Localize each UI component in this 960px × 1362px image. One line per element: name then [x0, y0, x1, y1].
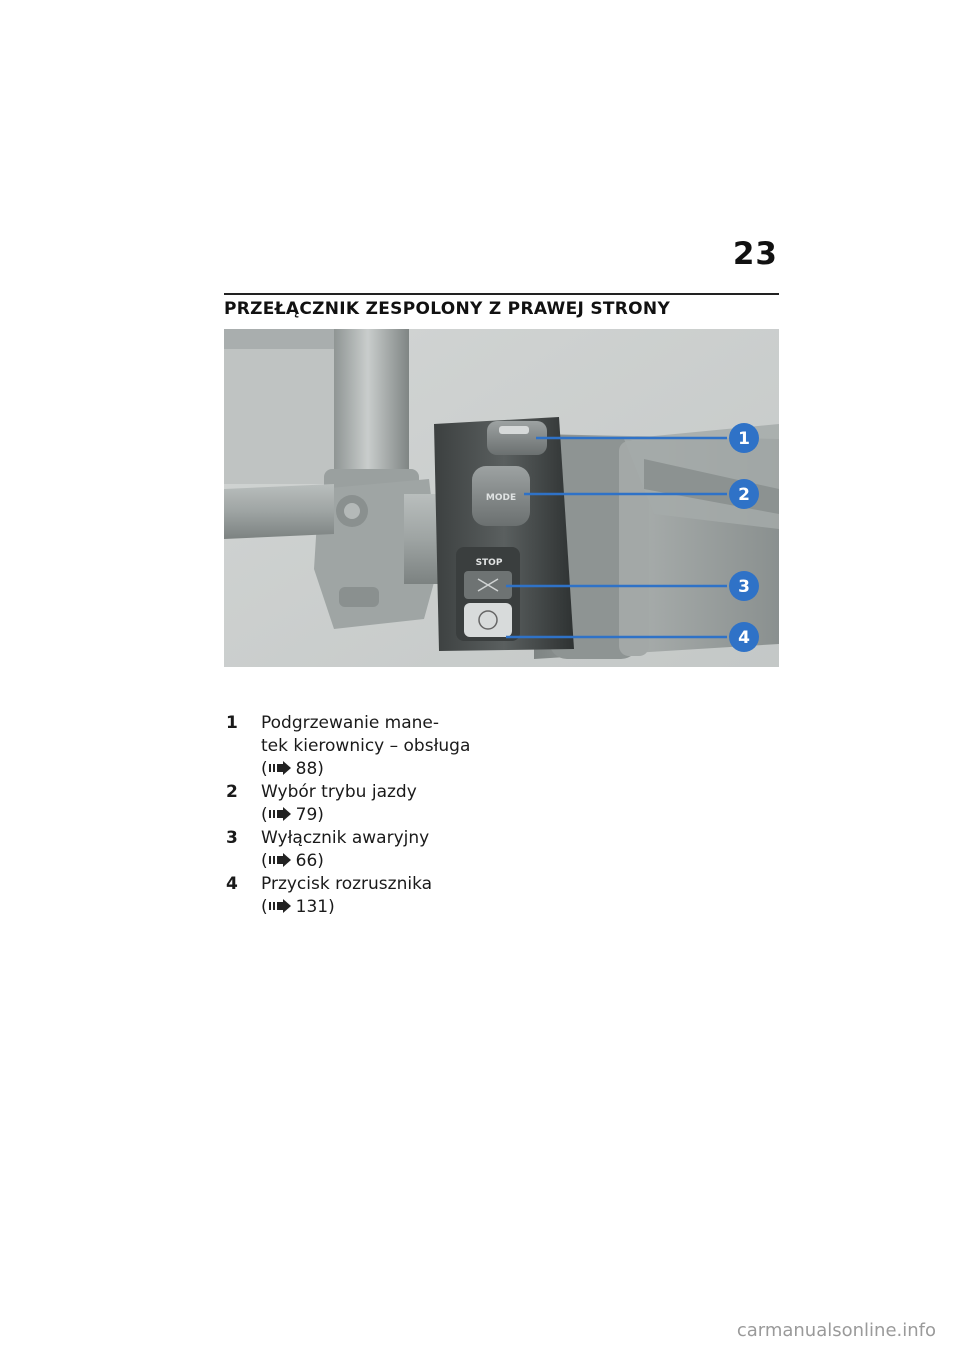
arrow-ref-icon: [269, 851, 293, 865]
page-number: 23: [732, 236, 778, 272]
mode-button-label: MODE: [485, 493, 517, 503]
legend-item: [226, 827, 526, 873]
ref-open-paren: (: [261, 897, 268, 917]
section-title: PRZEŁĄCZNIK ZESPOLONY Z PRAWEJ STRONY: [224, 299, 671, 319]
stop-switch-label: STOP: [475, 558, 503, 568]
legend-text-line: Wyłącznik awaryjny: [261, 828, 430, 848]
switch-cluster-illustration: [224, 329, 779, 667]
watermark: carmanualsonline.info: [736, 1320, 936, 1341]
legend-number: 2: [226, 782, 238, 802]
callout-3-label: 3: [738, 577, 750, 597]
header-rule: [224, 293, 779, 295]
page-reference-link[interactable]: 88): [295, 759, 324, 779]
legend-text-line: Przycisk rozrusznika: [261, 874, 433, 894]
legend-number: 1: [226, 713, 238, 733]
legend-text-line: Wybór trybu jazdy: [261, 782, 417, 802]
page-reference-link[interactable]: 66): [295, 851, 324, 871]
callout-2-label: 2: [738, 485, 750, 505]
callout-4-label: 4: [738, 628, 750, 648]
switch-cluster-figure: [224, 329, 779, 667]
legend-item: [226, 712, 526, 781]
legend-item: [226, 781, 526, 827]
arrow-ref-icon: [269, 805, 293, 819]
legend-text-line: Podgrzewanie mane-: [261, 713, 440, 733]
legend-list: [226, 712, 526, 919]
arrow-ref-icon: [269, 759, 293, 773]
legend-text-line: tek kierownicy – obsługa: [261, 736, 471, 756]
arrow-ref-icon: [269, 897, 293, 911]
callout-1-label: 1: [738, 429, 750, 449]
page-reference-link[interactable]: 131): [295, 897, 335, 917]
ref-open-paren: (: [261, 851, 268, 871]
legend-number: 4: [226, 874, 238, 894]
legend-item: [226, 873, 526, 919]
legend-number: 3: [226, 828, 238, 848]
page-reference-link[interactable]: 79): [295, 805, 324, 825]
ref-open-paren: (: [261, 805, 268, 825]
ref-open-paren: (: [261, 759, 268, 779]
